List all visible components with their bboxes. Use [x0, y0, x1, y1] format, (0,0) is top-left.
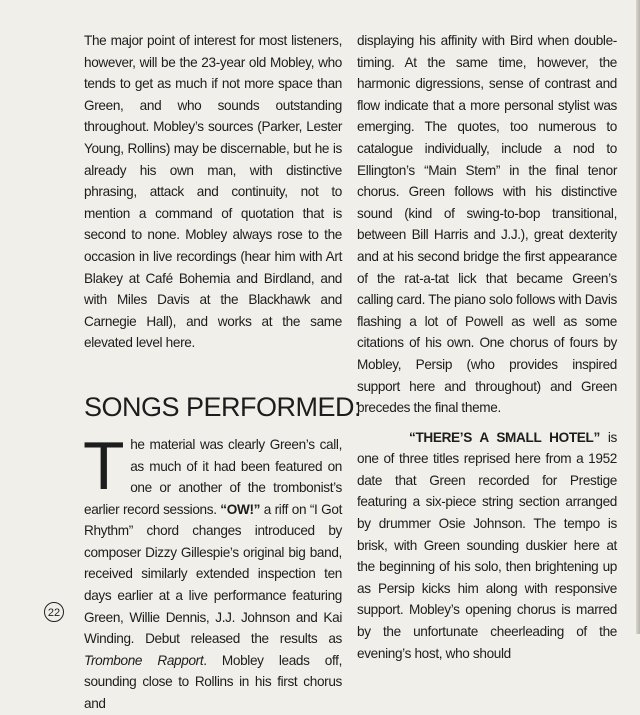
binding-gutter [636, 0, 640, 634]
drop-cap: T [83, 427, 125, 504]
song-title-ow: “OW!” [220, 501, 261, 517]
small-hotel-paragraph [357, 427, 617, 665]
songs-text-b: a riff on “I Got Rhythm” chord changes introduced by composer Dizzy Gillespie’s original big band, received similarly extended inspection ten days earlier at a live performance featuring Green, Willie Dennis, J.J. Johnson and Kai Winding. Debut released the results as [84, 501, 342, 647]
section-title: SONGS PERFORMED: [84, 391, 362, 422]
small-hotel-text: is one of three titles reprised here from a 1952 date that Green recorded for Prestige featuring a six-piece string section arranged by drummer Osie Johnson. The tempo is brisk, with Green sounding duskier here at the beginning of his solo, then brightening up as Persip kicks him along with responsive support. Mobley’s opening chorus is marred by the unfortunate cheerleading of the evening’s host, who should [357, 429, 618, 661]
songs-paragraph [83, 427, 343, 715]
song-title-small-hotel: “THERE’S A SMALL HOTEL” [409, 429, 600, 445]
right-column [357, 30, 617, 664]
intro-paragraph: The major point of interest for most listeners, however, will be the 23-year old Mobley, who tends to get as much if not more space than Green, and who sounds outstanding throughout. Mobley’s sources (Parker, Lester Young, Rollins) may be discernable, but he is already his own man, with distinctive phrasing, attack and continuity, not to mention a command of quotation that is second to none. Mobley always rose to the occasion in live recordings (hear him with Art Blakey at Café Bohemia and Birdland, and with Miles Davis at the Blackhawk and Carnegie Hall), and works at the same elevated level here. [84, 33, 342, 351]
left-column [83, 30, 362, 715]
songs-text-c: . Mobley leads off, sounding close to Rollins in his first chorus and [84, 652, 343, 712]
page-number: 22 [44, 602, 64, 622]
songs-text-a: he material was clearly Green’s call, as much of it had been featured on one or another of the trombonist’s earlier record sessions. [84, 436, 342, 517]
album-title: Trombone Rapport [84, 652, 204, 668]
continued-paragraph: displaying his affinity with Bird when double-timing. At the same time, however, the harmonic digressions, sense of contrast and flow indicate that a more personal stylist was emerging. The quotes, too numerous to catalogue individually, include a nod to Ellington’s “Main Stem” in the final tenor chorus. Green follows with his distinctive sound (kind of swing-to-bop transitional, between Bill Harris and J.J.), great dexterity and at his second bridge the first appearance of the rat-a-tat lick that became Green’s calling card. The piano solo follows with Davis flashing a lot of Powell as well as some citations of his own. One chorus of fours by Mobley, Persip (who provides inspired support here and throughout) and Green precedes the final theme. [357, 33, 617, 416]
